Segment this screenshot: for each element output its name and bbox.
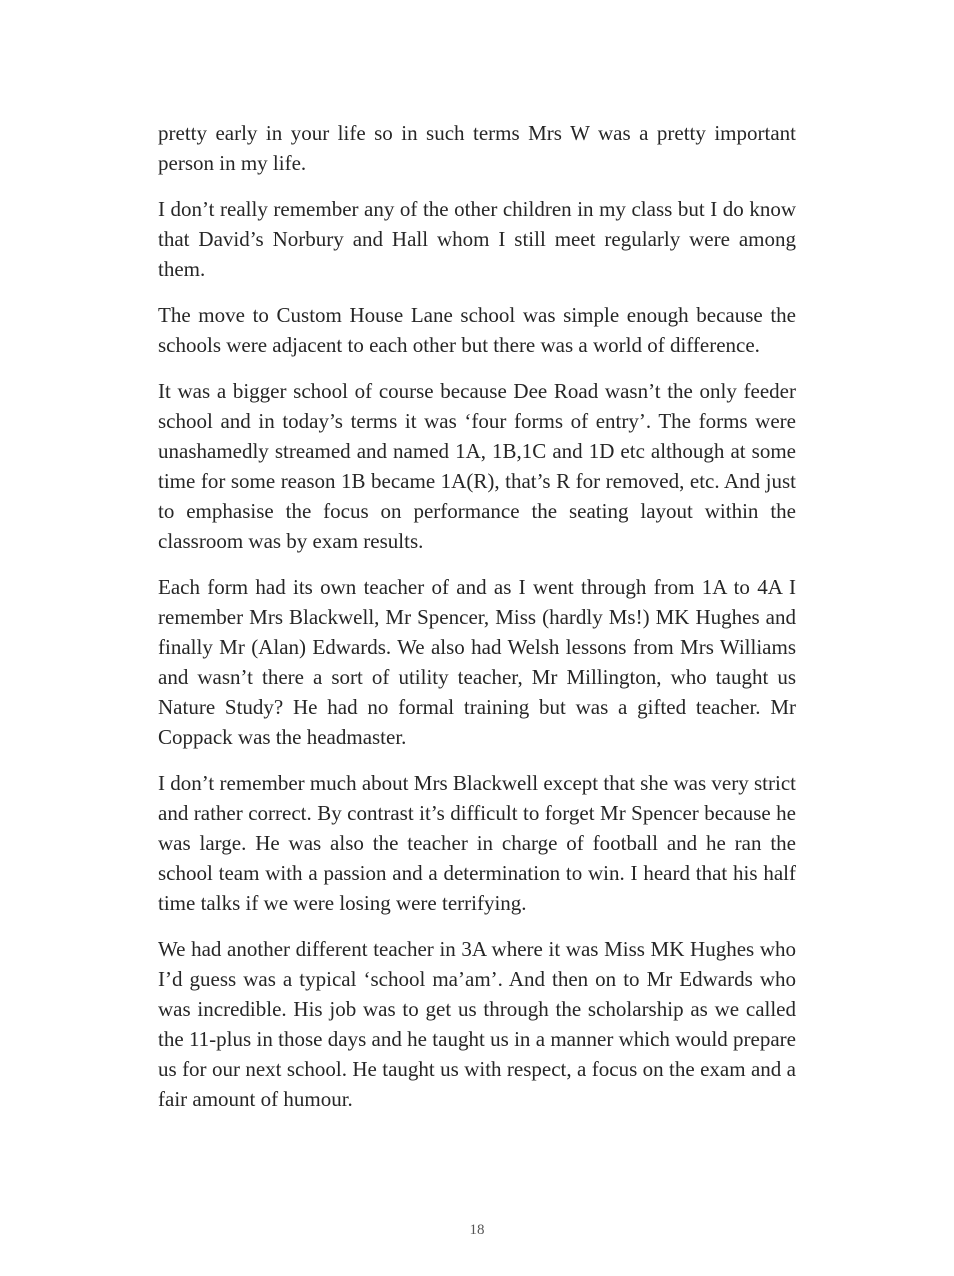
paragraph-4: It was a bigger school of course because Dee Road wasn’t the only feeder school and in today’s terms it was ‘four forms of entry’. The forms were unashamedly streamed and named 1A, 1B,1C and 1D etc although at some time for some reason 1B became 1A(R), that’s R for removed, etc. And just to emphasise the focus on performance the seating layout within the classroom was by exam results. xyxy=(158,379,796,553)
paragraph-6: I don’t remember much about Mrs Blackwell except that she was very strict and rather correct. By contrast it’s difficult to forget Mr Spencer because he was large. He was also the teacher in charge of football and he ran the school team with a passion and a determination to win. I heard that his half time talks if we were losing were terrifying. xyxy=(158,771,796,915)
paragraph-2: I don’t really remember any of the other children in my class but I do know that David’s Norbury and Hall whom I still meet regularly were among them. xyxy=(158,197,796,281)
paragraph-3: The move to Custom House Lane school was simple enough because the schools were adjacent to each other but there was a world of difference. xyxy=(158,303,796,357)
paragraph-5: Each form had its own teacher of and as I went through from 1A to 4A I remember Mrs Blackwell, Mr Spencer, Miss (hardly Ms!) MK Hughes and finally Mr (Alan) Edwards. We also had Welsh lessons from Mrs Williams and wasn’t there a sort of utility teacher, Mr Millington, who taught us Nature Study? He had no formal training but was a gifted teacher. Mr Coppack was the headmaster. xyxy=(158,575,796,749)
page-number: 18 xyxy=(469,1222,485,1238)
body-text xyxy=(158,118,796,1114)
paragraph-7: We had another different teacher in 3A where it was Miss MK Hughes who I’d guess was a typical ‘school ma’am’. And then on to Mr Edwards who was incredible. His job was to get us through the scholarship as we called the 11-plus in those days and he taught us in a manner which would prepare us for our next school. He taught us with respect, a focus on the exam and a fair amount of humour. xyxy=(158,937,796,1111)
paragraph-1: pretty early in your life so in such terms Mrs W was a pretty important person in my life. xyxy=(158,121,796,175)
